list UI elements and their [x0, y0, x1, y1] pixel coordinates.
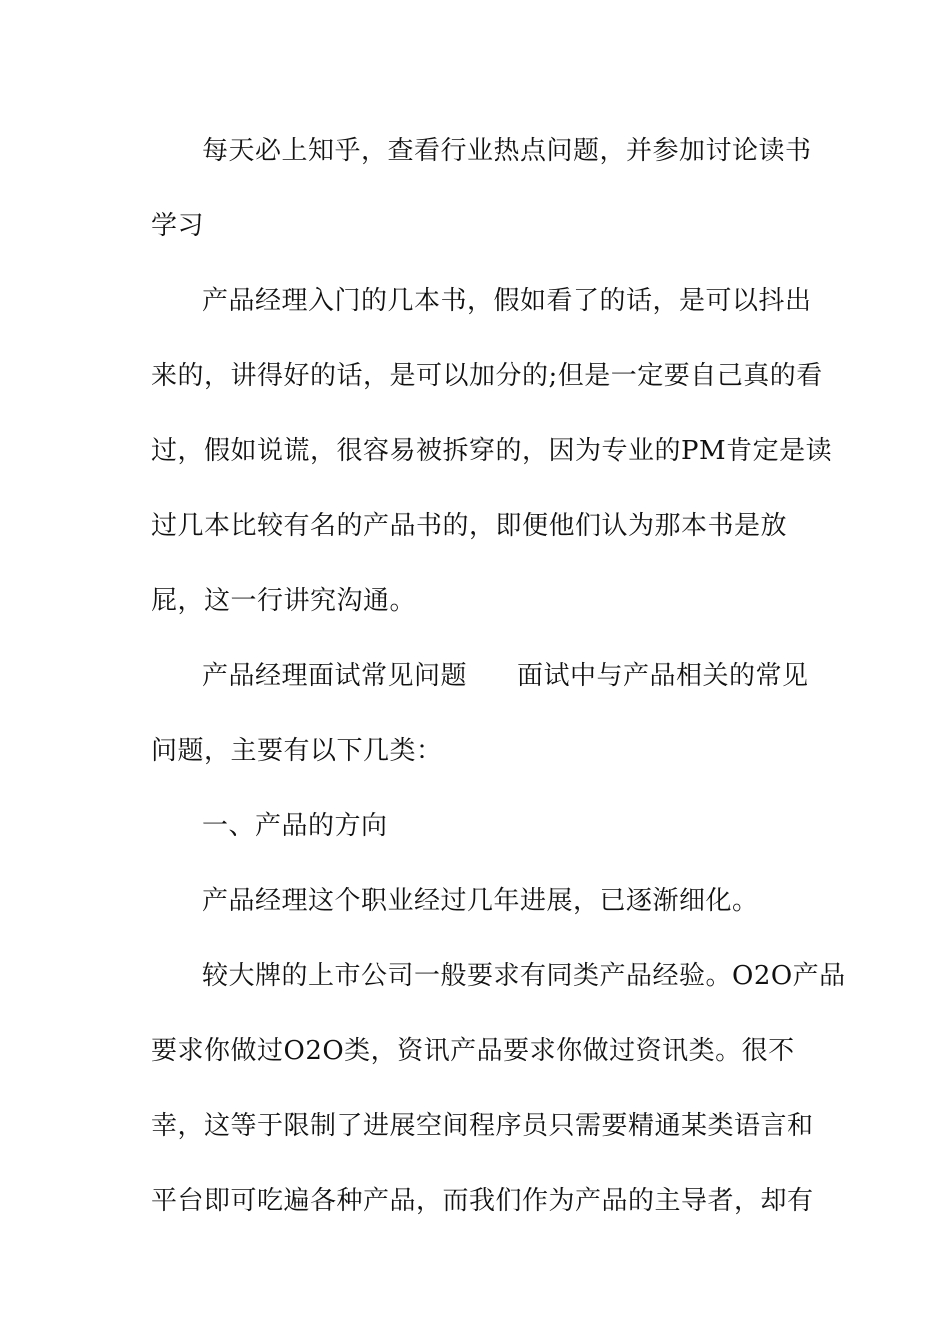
paragraph-3-line-2: 问题，主要有以下几类： — [151, 736, 443, 766]
paragraph-3-line-1 — [202, 661, 809, 691]
paragraph-5-line-1: 产品经理这个职业经过几年进展，已逐渐细化。 — [202, 886, 759, 916]
section-heading: 产品经理面试常见问题 — [202, 661, 468, 691]
paragraph-2-line-3: 过，假如说谎，很容易被拆穿的，因为专业的PM肯定是读 — [151, 436, 833, 466]
paragraph-6-line-1: 较大牌的上市公司一般要求有同类产品经验。O2O产品 — [202, 961, 846, 991]
paragraph-2-line-2: 来的，讲得好的话，是可以加分的;但是一定要自己真的看 — [151, 361, 823, 391]
paragraph-2-line-5: 屁，这一行讲究沟通。 — [151, 586, 417, 616]
paragraph-6-line-4: 平台即可吃遍各种产品，而我们作为产品的主导者，却有 — [151, 1186, 814, 1216]
paragraph-2-line-1: 产品经理入门的几本书，假如看了的话，是可以抖出 — [202, 286, 812, 316]
paragraph-1-line-2: 学习 — [151, 211, 205, 241]
paragraph-2-line-4: 过几本比较有名的产品书的，即便他们认为那本书是放 — [151, 511, 788, 541]
paragraph-3-line-1-rest: 面试中与产品相关的常见 — [517, 661, 809, 691]
paragraph-6-line-2: 要求你做过O2O类，资讯产品要求你做过资讯类。很不 — [151, 1036, 795, 1066]
paragraph-4-line-1: 一、产品的方向 — [202, 811, 388, 841]
paragraph-1-line-1: 每天必上知乎，查看行业热点问题，并参加讨论读书 — [202, 136, 812, 166]
paragraph-6-line-3: 幸，这等于限制了进展空间程序员只需要精通某类语言和 — [151, 1111, 814, 1141]
